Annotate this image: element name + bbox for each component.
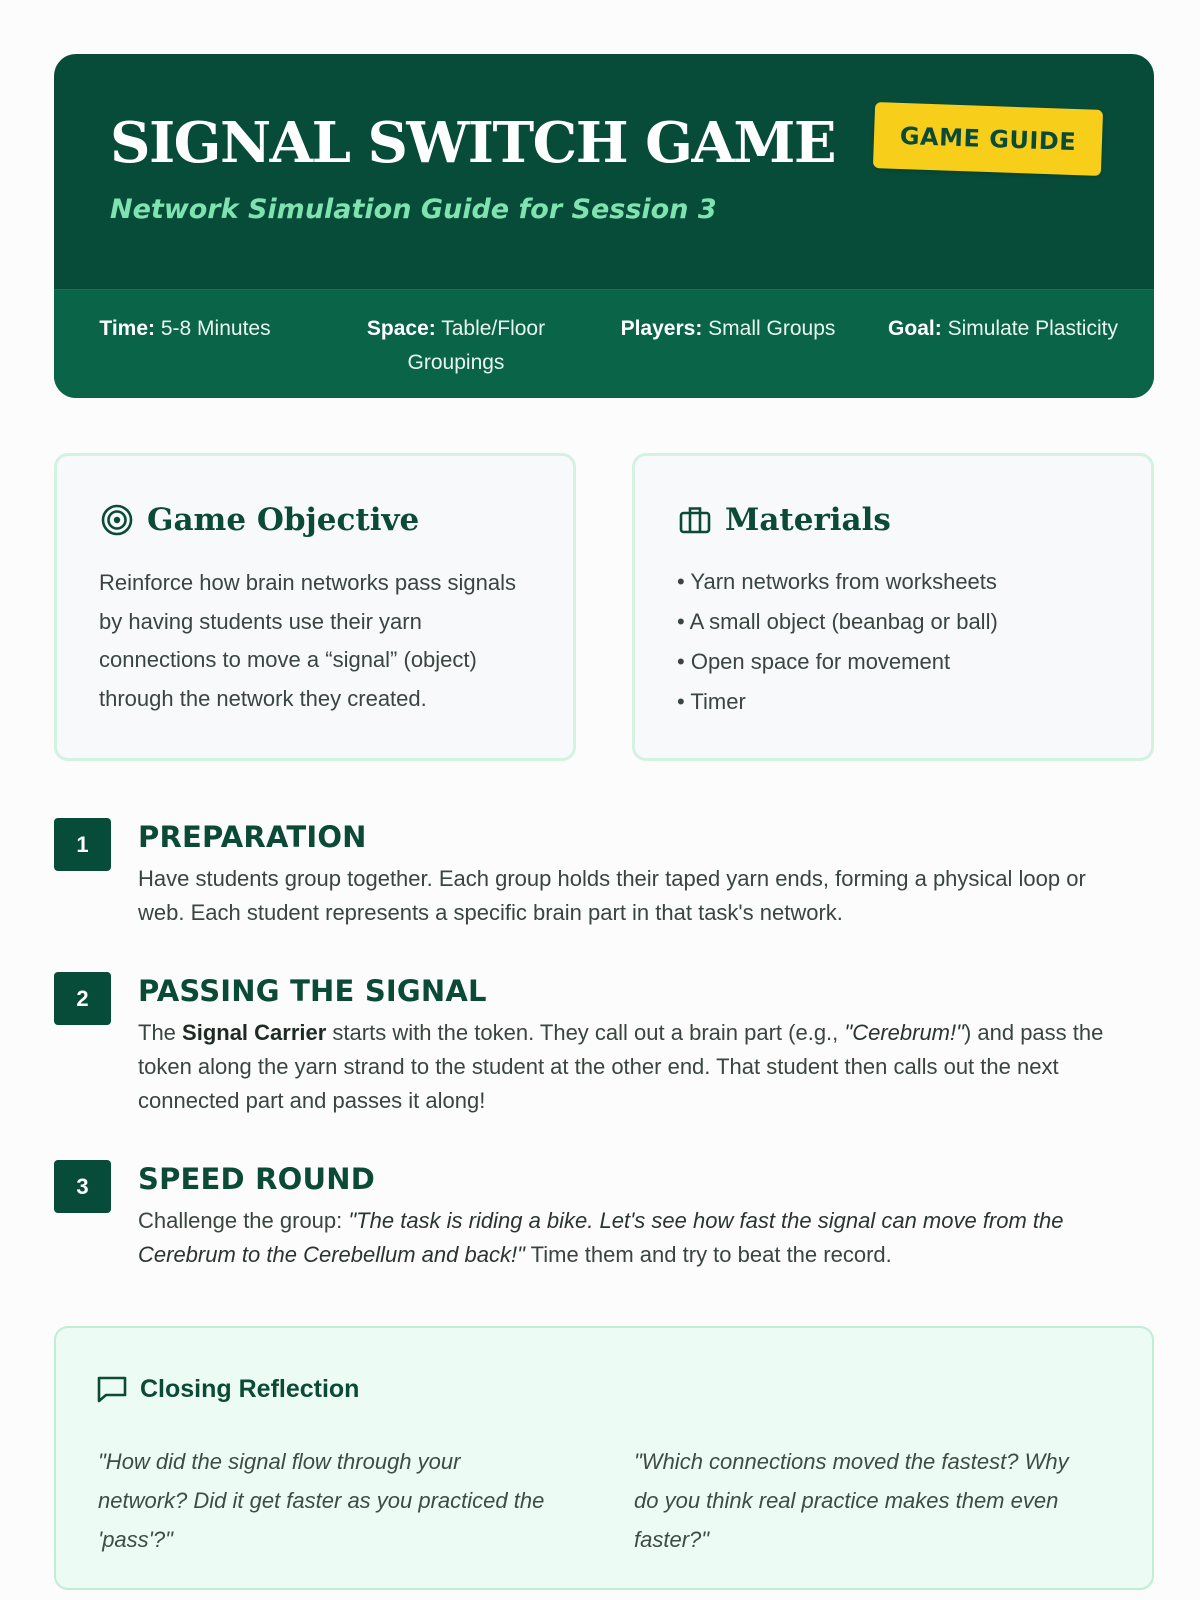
materials-title: Materials (725, 502, 891, 538)
meta-players-label: Players: (620, 317, 703, 340)
challenge-quote: "The task is riding a bike. Let's see how fast the signal can move from the Cerebrum to the Cerebellum and back!" (138, 1208, 1064, 1267)
meta-players (610, 312, 846, 346)
step-text-part: starts with the token. They call out a brain part (e.g., (326, 1020, 845, 1045)
step-text-part: ) and pass the token along the yarn strand to the student at the other end. That student then calls out the next connected part and passes it along! (138, 1020, 1104, 1113)
page-title: SIGNAL SWITCH GAME (110, 110, 836, 176)
meta-goal-value: Simulate Plasticity (947, 317, 1118, 340)
materials-heading (679, 502, 891, 538)
header-banner (54, 54, 1154, 398)
target-icon (101, 504, 133, 536)
step-title: SPEED ROUND (138, 1162, 376, 1196)
meta-space (346, 312, 566, 380)
list-item: • Open space for movement (677, 642, 998, 682)
step-number: 1 (54, 818, 111, 871)
example-callout: "Cerebrum!" (844, 1020, 964, 1045)
step-text-part: The (138, 1020, 183, 1045)
closing-reflection-box (54, 1326, 1154, 1590)
step-text (138, 1016, 1138, 1118)
reflection-quote-1: "How did the signal flow through your network? Did it get faster as you practiced the 'pass'?" (98, 1449, 545, 1552)
step-number: 3 (54, 1160, 111, 1213)
list-item: • Timer (677, 682, 998, 722)
meta-goal-label: Goal: (888, 317, 942, 340)
page-subtitle: Network Simulation Guide for Session 3 (110, 194, 717, 225)
reflection-quote-2: "Which connections moved the fastest? Why do you think real practice makes them even faster?" (634, 1449, 1069, 1552)
chat-bubble-icon (96, 1374, 128, 1404)
reflection-heading (96, 1374, 359, 1404)
step-number: 2 (54, 972, 111, 1025)
objective-heading (101, 502, 419, 538)
step-text-part: Time them and try to beat the record. (524, 1242, 892, 1267)
meta-time (90, 312, 280, 346)
signal-carrier-term: Signal Carrier (182, 1020, 327, 1045)
meta-goal (872, 312, 1134, 346)
materials-list (677, 562, 998, 722)
objective-body: Reinforce how brain networks pass signals by having students use their yarn connections to move a “signal” (object) through the network they created. (99, 570, 516, 711)
step-text (138, 1204, 1138, 1272)
list-item: • Yarn networks from worksheets (677, 562, 998, 602)
objective-title: Game Objective (147, 502, 420, 538)
step-text: Have students group together. Each group holds their taped yarn ends, forming a physical loop or web. Each student represents a specific brain part in that task's network. (138, 866, 1086, 925)
meta-time-label: Time: (99, 317, 156, 340)
step-title: PREPARATION (138, 820, 367, 854)
step-text-part: Challenge the group: (138, 1208, 349, 1233)
game-guide-badge: GAME GUIDE (873, 102, 1103, 176)
step-title: PASSING THE SIGNAL (138, 974, 487, 1008)
header-top (54, 54, 1154, 289)
meta-players-value: Small Groups (708, 317, 836, 340)
reflection-title: Closing Reflection (140, 1374, 360, 1403)
list-item: • A small object (beanbag or ball) (677, 602, 998, 642)
meta-space-label: Space: (366, 317, 436, 340)
meta-bar (54, 289, 1154, 398)
toolbox-icon (679, 504, 711, 536)
meta-time-value: 5-8 Minutes (160, 317, 271, 340)
meta-space-value: Table/Floor Groupings (407, 317, 546, 374)
materials-card (632, 453, 1154, 761)
objective-card (54, 453, 576, 761)
